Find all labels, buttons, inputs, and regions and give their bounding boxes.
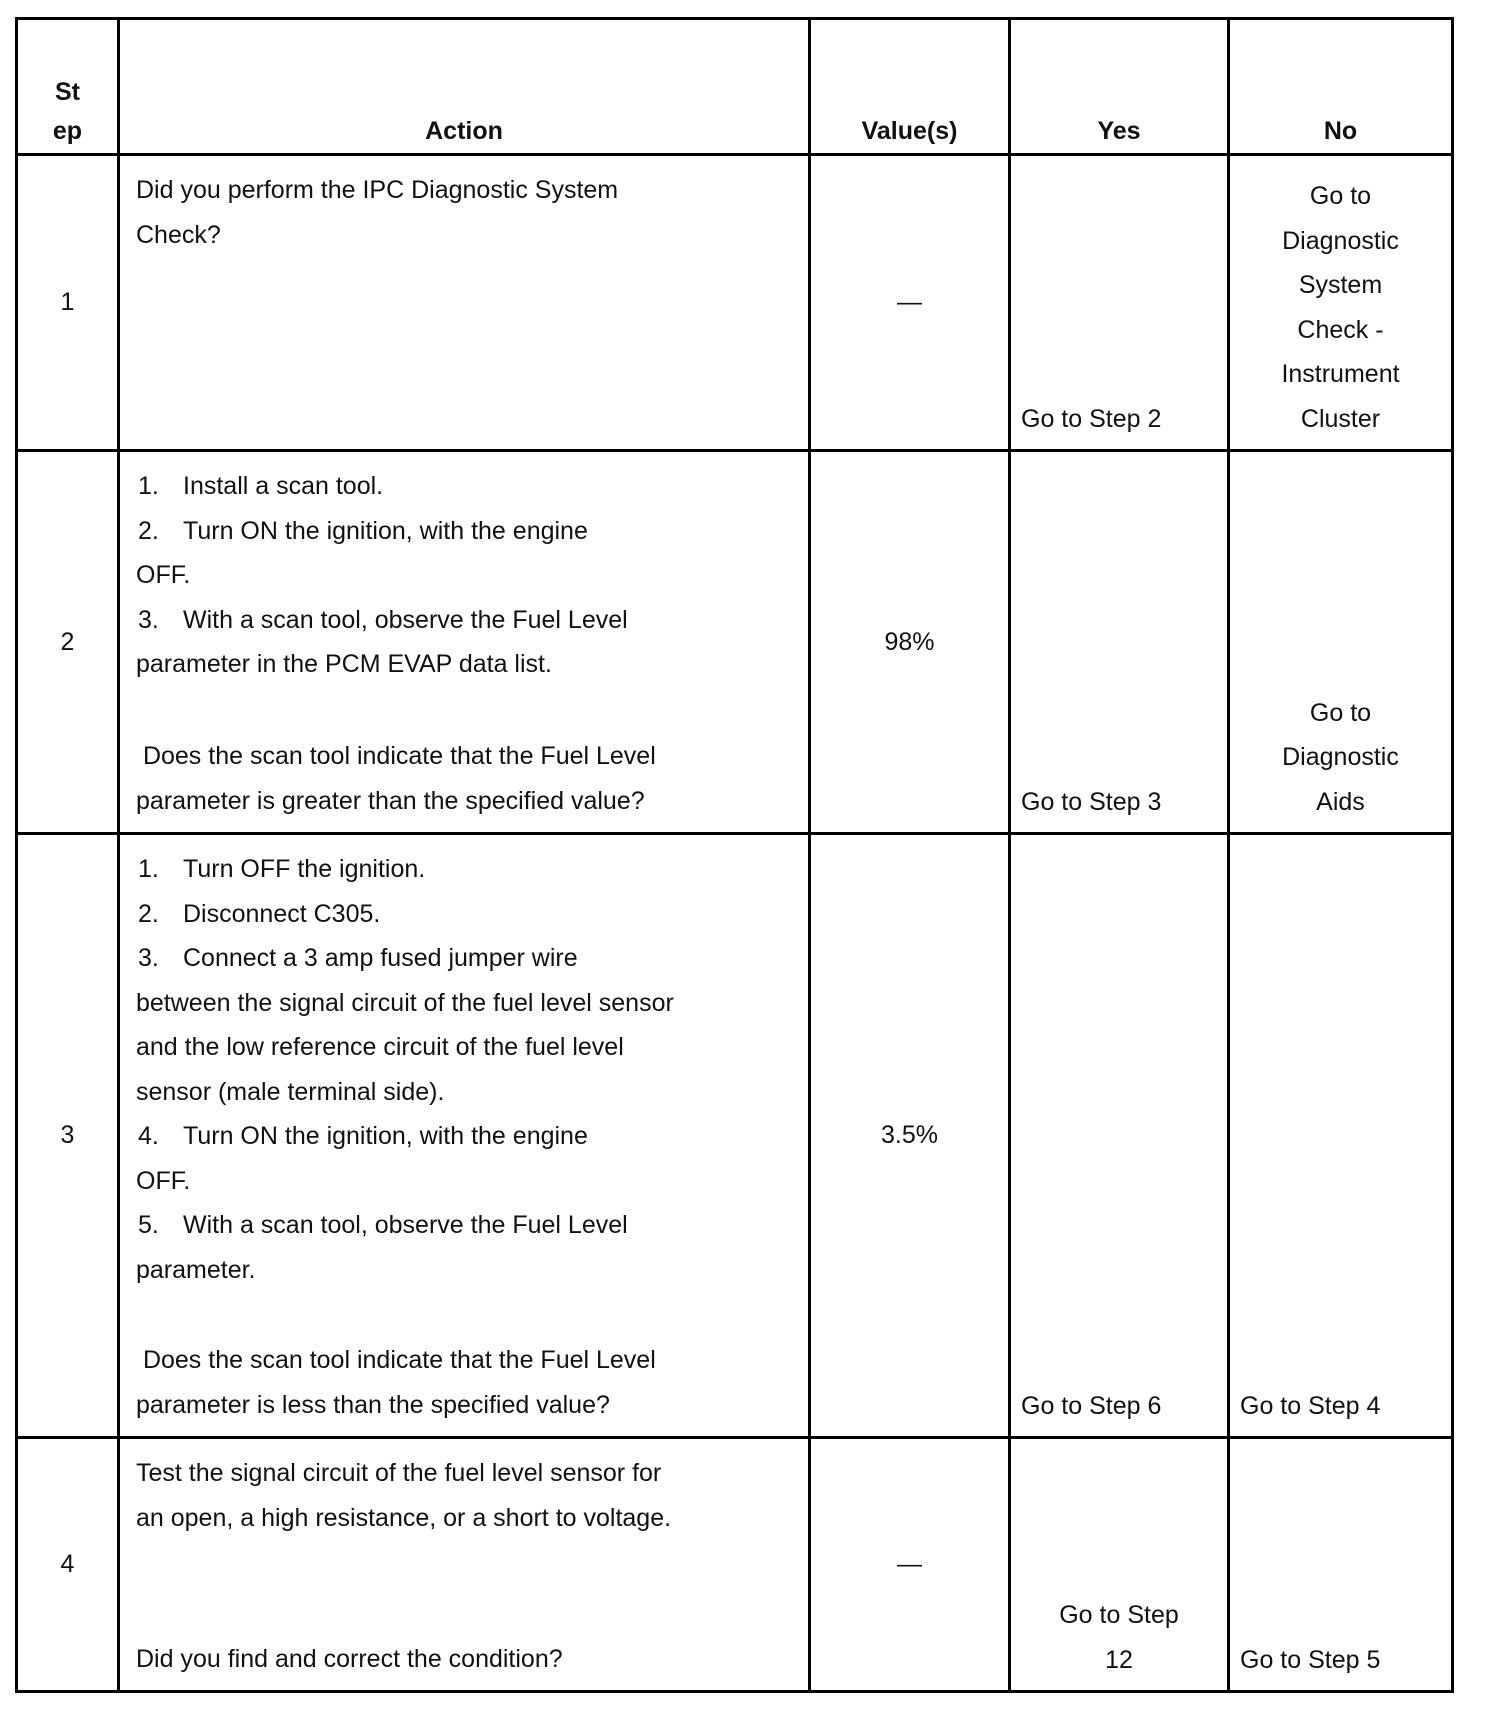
list-item: 3. With a scan tool, observe the Fuel Level (138, 605, 628, 634)
header-step (17, 19, 119, 155)
list-item: 2. Turn ON the ignition, with the engine (138, 516, 588, 545)
no-cell (1229, 1438, 1453, 1692)
list-item-continuation: between the signal circuit of the fuel level sensor (136, 988, 674, 1017)
value-cell: 3.5% (810, 834, 1010, 1438)
step-number: 3 (17, 834, 119, 1438)
list-item: 1. Install a scan tool. (138, 472, 384, 500)
no-link[interactable]: Go to Step 4 (1240, 1391, 1381, 1420)
yes-link[interactable]: Go to Step 6 (1021, 1391, 1162, 1420)
yes-cell (1010, 834, 1229, 1438)
header-yes: Yes (1010, 19, 1229, 155)
question-line: Did you find and correct the condition? (136, 1644, 563, 1673)
table-row (17, 1438, 1453, 1692)
list-item-continuation: OFF. (136, 1166, 191, 1195)
action-cell (119, 155, 810, 451)
no-cell (1229, 451, 1453, 834)
yes-line: 12 (1105, 1645, 1133, 1674)
no-line: Go to (1309, 698, 1372, 727)
no-line: Go to (1309, 182, 1372, 210)
value-cell: 98% (810, 451, 1010, 834)
value-cell: — (810, 155, 1010, 451)
no-link[interactable] (1230, 174, 1451, 449)
action-cell (119, 834, 810, 1438)
action-cell (119, 1438, 810, 1692)
no-line: System (1298, 271, 1383, 299)
no-line: Cluster (1300, 404, 1381, 433)
list-item-continuation: parameter. (136, 1255, 256, 1284)
list-item-continuation: OFF. (136, 561, 191, 589)
no-cell (1229, 155, 1453, 451)
list-item: 3. Connect a 3 amp fused jumper wire (138, 944, 578, 972)
no-line: Diagnostic (1282, 743, 1399, 771)
no-line: Check - (1297, 315, 1384, 344)
step-number: 2 (17, 451, 119, 834)
no-line: Instrument (1281, 360, 1400, 388)
value-cell: — (810, 1438, 1010, 1692)
action-line: Check? (136, 220, 221, 249)
yes-cell (1010, 155, 1229, 451)
step-number: 4 (17, 1438, 119, 1692)
list-item-continuation: and the low reference circuit of the fuel level (136, 1033, 624, 1061)
header-no: No (1229, 19, 1453, 155)
list-item: 5. With a scan tool, observe the Fuel Level (138, 1211, 628, 1239)
list-item: 2. Disconnect C305. (138, 899, 381, 928)
question-line: parameter is greater than the specified value? (136, 786, 645, 815)
step-number: 1 (17, 155, 119, 451)
table-row (17, 155, 1453, 451)
action-line: an open, a high resistance, or a short to voltage. (136, 1503, 672, 1532)
yes-cell (1010, 1438, 1229, 1692)
header-step-line1: St (55, 78, 80, 106)
question-line: Does the scan tool indicate that the Fuel Level (136, 1346, 656, 1374)
no-cell (1229, 834, 1453, 1438)
diagnostic-table (15, 17, 1454, 1693)
list-item-continuation: parameter in the PCM EVAP data list. (136, 650, 552, 678)
header-step-line2: ep (52, 117, 83, 145)
yes-cell (1010, 451, 1229, 834)
action-line: Did you perform the IPC Diagnostic System (136, 176, 619, 204)
header-action: Action (119, 19, 810, 155)
list-item-continuation: sensor (male terminal side). (136, 1077, 445, 1106)
yes-line: Go to Step (1059, 1601, 1179, 1629)
yes-link[interactable]: Go to Step 2 (1021, 404, 1162, 433)
yes-link[interactable] (1011, 1593, 1227, 1690)
action-cell (119, 451, 810, 834)
header-values: Value(s) (810, 19, 1010, 155)
no-link[interactable] (1230, 691, 1451, 833)
no-line: Aids (1316, 787, 1365, 816)
no-link[interactable]: Go to Step 5 (1240, 1645, 1381, 1674)
header-row (17, 19, 1453, 155)
list-item: 1. Turn OFF the ignition. (138, 855, 426, 883)
action-line: Test the signal circuit of the fuel level sensor for (136, 1459, 662, 1487)
table-row (17, 834, 1453, 1438)
question-line: parameter is less than the specified value? (136, 1390, 610, 1419)
no-line: Diagnostic (1282, 226, 1399, 255)
table-row (17, 451, 1453, 834)
list-item: 4. Turn ON the ignition, with the engine (138, 1122, 588, 1150)
yes-link[interactable]: Go to Step 3 (1021, 787, 1162, 816)
question-line: Does the scan tool indicate that the Fuel Level (136, 742, 656, 770)
